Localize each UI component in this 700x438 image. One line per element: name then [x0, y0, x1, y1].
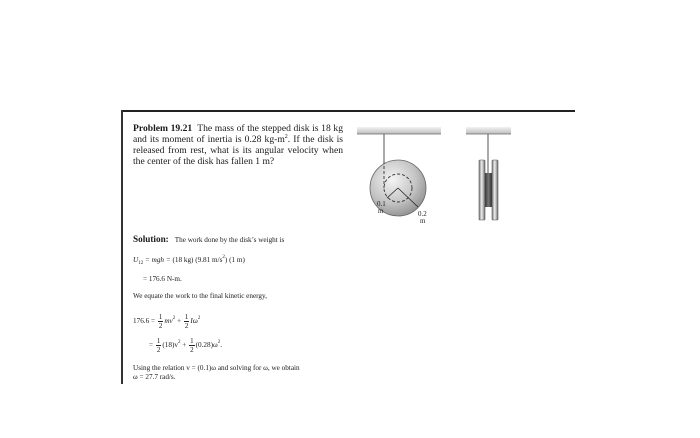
eq4-sq2: 2 — [217, 340, 221, 346]
eq4-end: . — [220, 341, 222, 350]
eq3-term1: mv — [164, 317, 173, 326]
fraction-half — [158, 313, 164, 330]
inner-radius-unit: m — [378, 207, 384, 215]
eq3-sq2: 2 — [197, 316, 201, 322]
eq3-plus: + — [175, 317, 183, 326]
eq4-sq1: 2 — [177, 340, 181, 346]
frac-num: 1 — [158, 313, 163, 321]
frac-num: 1 — [184, 313, 189, 321]
eq3-lhs: 176.6 = — [133, 317, 157, 326]
frac-num: 1 — [190, 337, 194, 345]
eq1-mid: = mgh = — [145, 256, 173, 264]
page-frame-top-border — [121, 110, 575, 112]
eq1-sub: 12 — [138, 261, 144, 266]
outer-radius-unit: m — [420, 217, 426, 225]
frac-den: 2 — [184, 322, 189, 330]
fraction-half — [189, 337, 195, 354]
solution-heading-line — [133, 234, 284, 244]
equation-work — [133, 256, 245, 264]
kinetic-energy-sentence: We equate the work to the final kinetic energy, — [133, 292, 267, 300]
problem-text-part1: The mass of the stepped disk is 18 kg and its moment of inertia is 0.28 kg-m — [133, 123, 343, 145]
fraction-half — [156, 337, 162, 354]
page-frame-left-border — [121, 110, 123, 384]
eq4-term1: (18)v — [162, 341, 178, 350]
eq3-term2: Iω — [190, 317, 198, 326]
problem-text-part2: . If the disk is released from rest, what is its angular velocity when the center of the disk has fallen 1 m? — [133, 134, 343, 167]
equation-energy — [133, 313, 200, 330]
equation-work-result: = 176.6 N-m. — [143, 275, 182, 283]
disk-plate-right — [492, 160, 498, 220]
disk-plate-left — [479, 160, 485, 220]
eq1-sup: 2 — [222, 255, 225, 260]
frac-den: 2 — [158, 322, 163, 330]
inner-radius-label: 0.1 — [377, 200, 386, 208]
problem-text-sup: 2 — [284, 133, 288, 140]
eq4-plus: + — [180, 341, 189, 350]
ceiling-front — [357, 127, 441, 134]
frac-den: 2 — [156, 346, 161, 354]
eq4-term2: (0.28)ω — [195, 341, 218, 350]
conclusion-answer: ω = 27.7 rad/s. — [133, 373, 176, 381]
fraction-half — [184, 313, 190, 330]
eq1-rhs: (18 kg) (9.81 m/s — [172, 256, 223, 264]
eq4-equals: = — [149, 341, 155, 350]
problem-label: Problem 19.21 — [133, 123, 193, 134]
eq1-end: ) (1 m) — [224, 256, 245, 264]
equation-energy-substituted — [149, 337, 222, 354]
stepped-disk-figure — [350, 118, 530, 230]
solution-heading: Solution: — [133, 234, 169, 244]
frac-num: 1 — [156, 337, 161, 345]
solution-intro: The work done by the disk’s weight is — [174, 236, 285, 244]
frac-den: 2 — [190, 346, 194, 354]
problem-statement — [133, 123, 343, 167]
disk-hub — [485, 173, 492, 207]
eq1-var: U — [133, 256, 139, 264]
eq3-sq1: 2 — [172, 316, 176, 322]
conclusion-line-1: Using the relation v = (0.1)ω and solving for ω, we obtain — [133, 364, 300, 372]
ceiling-side — [466, 127, 511, 134]
outer-radius-label: 0.2 — [418, 210, 427, 218]
